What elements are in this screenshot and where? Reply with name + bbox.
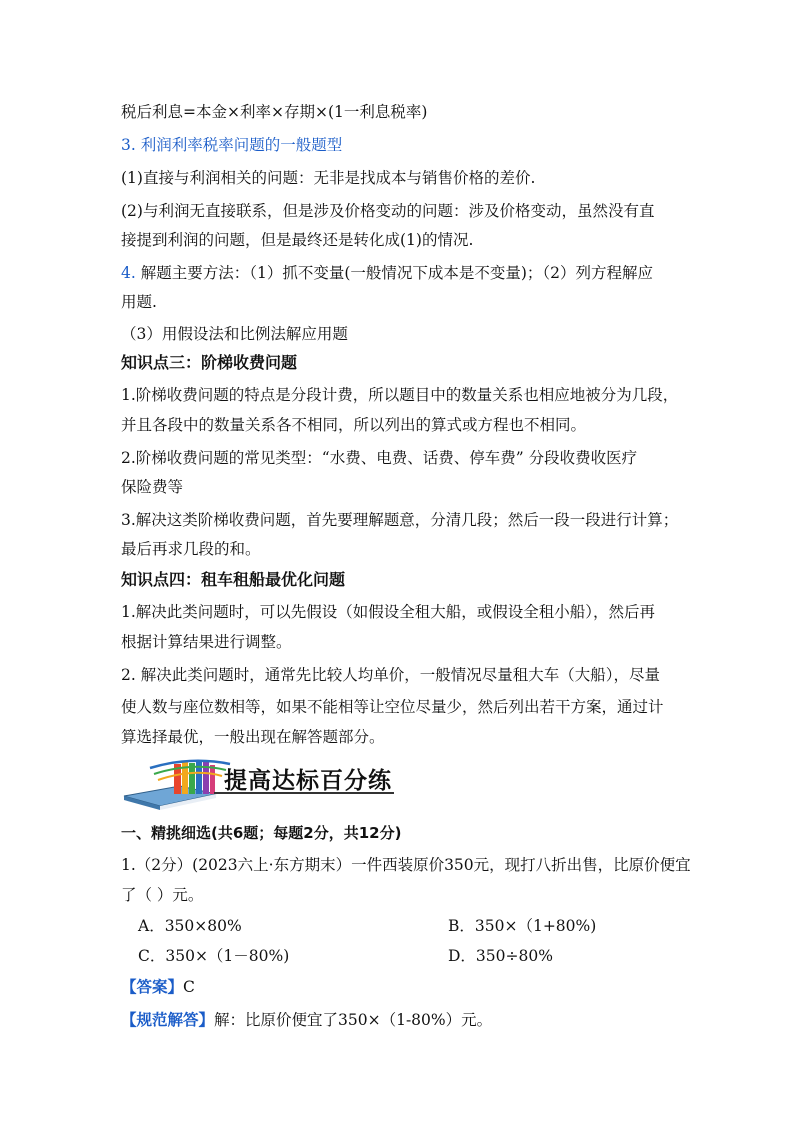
tiered-fee-text-3-line1: 3.解决这类阶梯收费问题，首先要理解题意，分清几段；然后一段一段进行计算；: [121, 511, 679, 529]
rental-text-2-line1: 2. 解决此类问题时，通常先比较人均单价，一般情况尽量租大车（大船），尽量: [121, 666, 660, 684]
option-d[interactable]: D．350÷80%: [448, 947, 553, 965]
solution-tag: 【规范解答】: [121, 1010, 215, 1029]
option-c[interactable]: C．350×（1－80%): [138, 947, 290, 965]
knowledge-point-4-heading: 知识点四：租车租船最优化问题: [121, 570, 346, 589]
point-4-number: 4.: [121, 264, 141, 282]
tiered-fee-text-2-line1: 2.阶梯收费问题的常见类型：“水费、电费、话费、停车费” 分段收费收医疗: [121, 449, 638, 467]
tiered-fee-text-1-line2: 并且各段中的数量关系各不相同，所以列出的算式或方程也不相同。: [121, 416, 587, 434]
tiered-fee-text-3-line2: 最后再求几段的和。: [121, 540, 261, 558]
point-3-number: 3.: [121, 136, 141, 154]
question-1-line2: 了（ ）元。: [121, 886, 204, 904]
type-1-text: (1)直接与利润相关的问题：无非是找成本与销售价格的差价.: [121, 169, 536, 187]
point-4-text: 解题主要方法：（1）抓不变量(一般情况下成本是不变量)；（2）列方程解应: [140, 264, 654, 282]
answer-line: [121, 977, 195, 997]
rental-text-1-line2: 根据计算结果进行调整。: [121, 633, 292, 651]
point-4-method-3: （3）用假设法和比例法解应用题: [121, 325, 348, 343]
tiered-fee-text-2-line2: 保险费等: [121, 478, 184, 496]
knowledge-point-3-heading: 知识点三：阶梯收费问题: [121, 353, 298, 372]
point-4-text-line1: [121, 263, 653, 283]
point-3-heading: [121, 135, 342, 155]
rental-text-2-line2: 使人数与座位数相等，如果不能相等让空位尽量少，然后列出若干方案，通过计: [121, 698, 664, 716]
option-a[interactable]: A．350×80%: [138, 917, 242, 935]
after-tax-interest-formula: 税后利息=本金×利率×存期×(1一利息税率): [121, 103, 428, 121]
tiered-fee-text-1-line1: 1.阶梯收费问题的特点是分段计费，所以题目中的数量关系也相应地被分为几段，: [121, 386, 679, 404]
rental-text-1-line1: 1.解决此类问题时，可以先假设（如假设全租大船，或假设全租小船），然后再: [121, 603, 656, 621]
section-1-heading: 一、精挑细选(共6题；每题2分，共12分): [121, 824, 402, 842]
answer-tag: 【答案】: [121, 977, 184, 996]
solution-text: 解：比原价便宜了350×（1-80%）元。: [214, 1011, 493, 1029]
banner-title: 提高达标百分练: [224, 768, 392, 794]
question-1-line1: 1.（2分）(2023六上·东方期末）一件西装原价350元，现打八折出售，比原价便宜: [121, 856, 691, 874]
point-4-text-line2: 用题.: [121, 293, 157, 311]
option-b[interactable]: B．350×（1+80%): [448, 917, 597, 935]
rental-text-2-line3: 算选择最优，一般出现在解答题部分。: [121, 728, 385, 746]
point-3-title: 利润利率税率问题的一般题型: [140, 136, 343, 154]
type-2-text-line2: 接提到利润的问题，但是最终还是转化成(1)的情况.: [121, 231, 474, 249]
answer-value: C: [183, 978, 195, 996]
type-2-text-line1: (2)与利润无直接联系，但是涉及价格变动的问题：涉及价格变动，虽然没有直: [121, 202, 655, 220]
solution-line: [121, 1010, 492, 1030]
